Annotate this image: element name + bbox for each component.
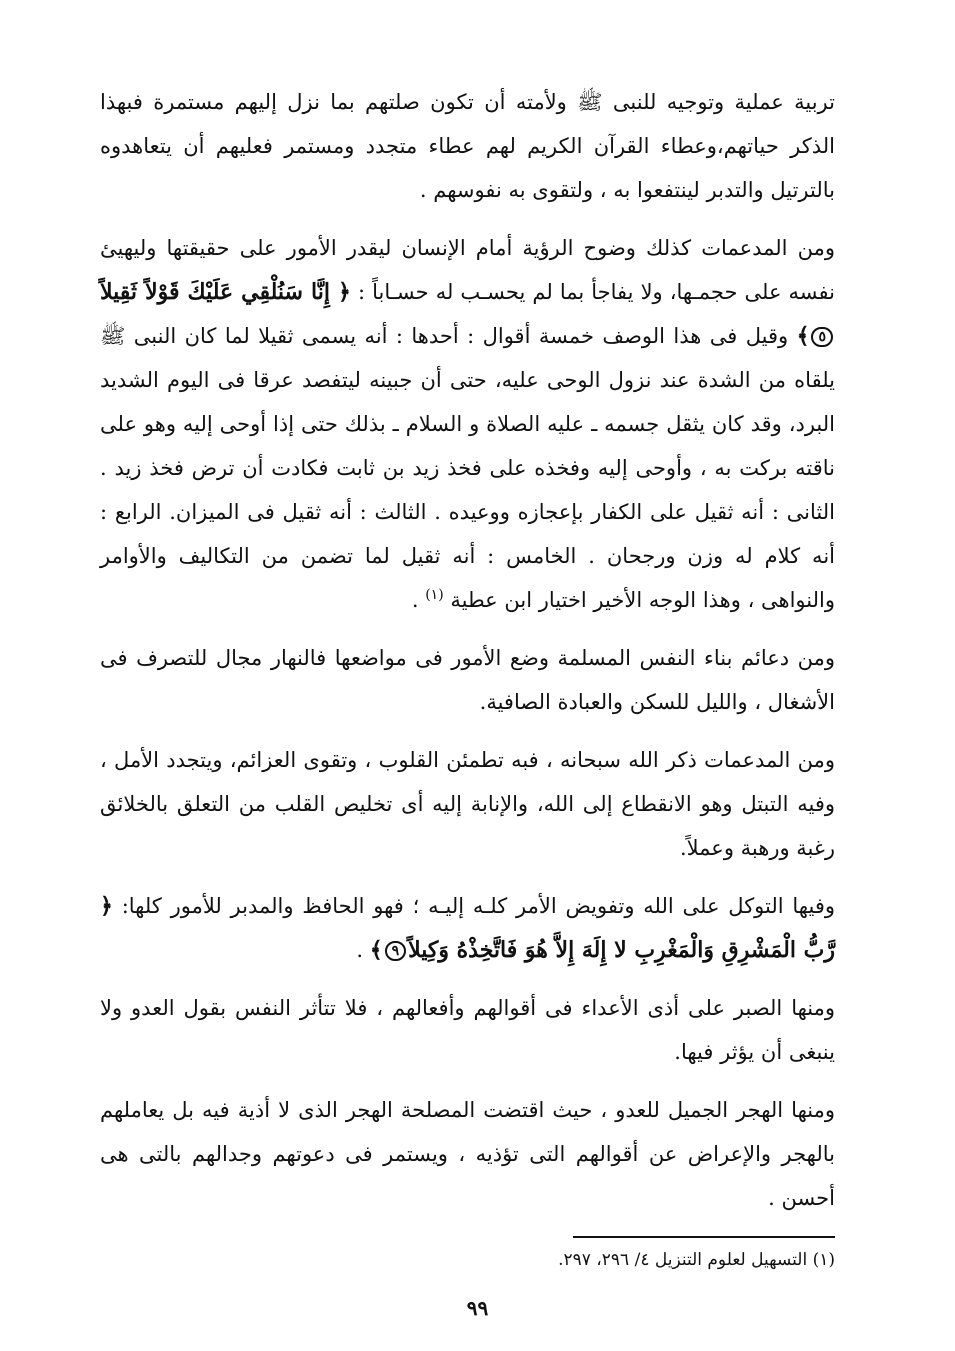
page-body (100, 80, 835, 1234)
footnote-reference: (١) (425, 587, 444, 603)
footnote-text: (١) التسهيل لعلوم التنزيل ٤/ ٢٩٦، ٢٩٧. (558, 1250, 835, 1270)
paragraph-2-end: . (411, 588, 419, 612)
quran-verse-2-text: ﴿ رَّبُّ الْمَشْرِقِ وَالْمَغْرِبِ لا إِلَهَ إِلاَّ هُوَ فَاتَّخِذْهُ وَكِيلاً (100, 893, 835, 963)
paragraph-2 (100, 226, 835, 622)
paragraph-3: ومن دعائم بناء النفس المسلمة وضع الأمور فى مواضعها فالنهار مجال للتصرف فى الأشغال ، والليل للسكن والعبادة الصافية. (100, 646, 835, 714)
footnote-divider (573, 1236, 835, 1238)
paragraph-2-text-before: ومن المدعمات كذلك وضوح الرؤية أمام الإنسان ليقدر الأمور على حقيقتها وليهيئ نفسه على حجمـها، ولا يفاجأ بما لم يحسـب له حسـاباً : (100, 236, 835, 304)
paragraph-2-text-after: وقيل فى هذا الوصف خمسة أقوال : أحدها : أنه يسمى ثقيلا لما كان النبى ﷺ يلقاه من الشدة عند نزول الوحى عليه، حتى أن جبينه ليتفصد عرقا فى اليوم الشديد البرد، وقد كان يثقل جسمه ـ عليه الصلاة و السلام ـ بذلك حتى إذا أوحى إليه وهو على ناقته بركت به ، وأوحى إليه وفخذه على فخذ زيد بن ثابت فكادت أن ترض فخذ زيد . الثانى : أنه ثقيل على الكفار بإعجازه ووعيده . الثالث : أنه ثقيل فى الميزان. الرابع : أنه كلام له وزن ورجحان . الخامس : أنه ثقيل لما تضمن من التكاليف والأوامر والنواهى ، وهذا الوجه الأخير اختيار ابن عطية (100, 324, 835, 612)
quran-verse-2-close: ﴾ (369, 937, 383, 963)
paragraph-5-end: . (356, 938, 364, 962)
paragraph-1: تربية عملية وتوجيه للنبى ﷺ ولأمته أن تكون صلتهم بما نزل إليهم مستمرة فبهذا الذكر حياتهم،وعطاء القرآن الكريم لهم عطاء متجدد ومستمر فعليهم أن يتعاهدوه بالترتيل والتدبر لينتفعوا به ، ولتقوى به نفوسهم . (100, 90, 835, 202)
ayah-number-badge: ٩ (385, 941, 407, 961)
paragraph-4: ومن المدعمات ذكر الله سبحانه ، فبه تطمئن القلوب ، وتقوى العزائم، ويتجدد الأمل ، وفيه التبتل وهو الانقطاع إلى الله، والإنابة إليه أى تخليص القلب من التعلق بالخلائق رغبة ورهبة وعملاً. (100, 748, 835, 860)
quran-verse-1-text: ﴿ إِنَّا سَنُلْقِي عَلَيْكَ قَوْلاً ثَقِيلاً (100, 279, 351, 305)
paragraph-7: ومنها الهجر الجميل للعدو ، حيث اقتضت المصلحة الهجر الذى لا أذية فيه بل يعاملهم بالهجر والإعراض عن أقوالهم التى تؤذيه ، ويستمر فى دعوتهم وجدالهم بالتى هى أحسن . (100, 1098, 835, 1210)
paragraph-6: ومنها الصبر على أذى الأعداء فى أقوالهم وأفعالهم ، فلا تتأثر النفس بقول العدو ولا ينبغى أن يؤثر فيها. (100, 996, 835, 1064)
paragraph-5-text-before: وفيها التوكل على الله وتفويض الأمر كلـه إليـه ؛ فهو الحافظ والمدبر للأمور كلها: (121, 894, 835, 918)
quran-verse-1-close: ﴾ (796, 323, 810, 349)
paragraph-5 (100, 884, 835, 972)
page-number: ٩٩ (466, 1296, 489, 1320)
ayah-number-badge: ٥ (811, 327, 833, 347)
